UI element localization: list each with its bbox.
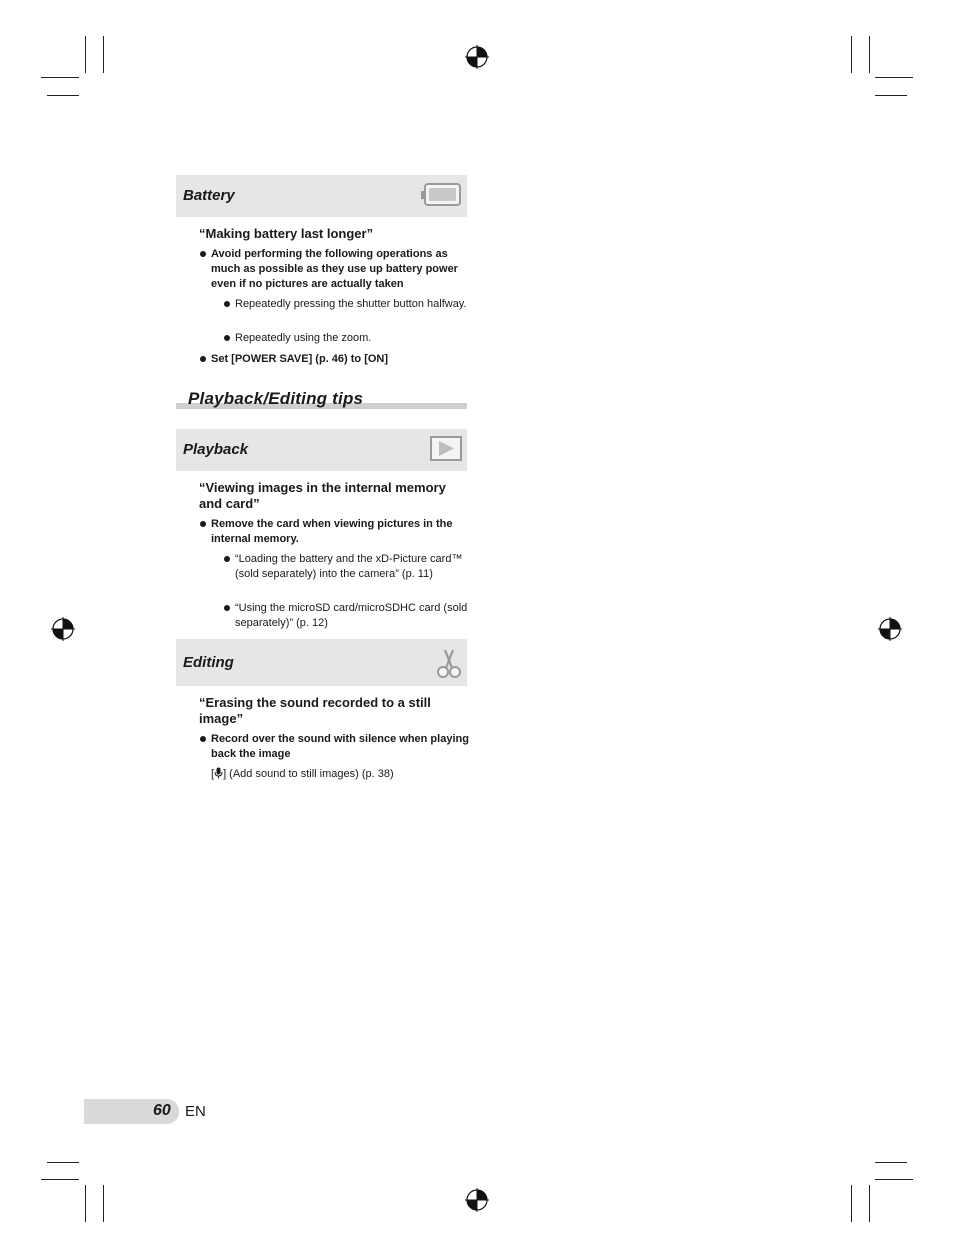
microphone-icon	[214, 767, 223, 779]
list-item	[199, 517, 469, 547]
list-item-text: Record over the sound with silence when playing back the image	[211, 733, 469, 760]
registration-mark-icon	[465, 45, 489, 69]
list-item-text: Repeatedly using the zoom.	[235, 332, 372, 344]
playback-section-header	[176, 429, 467, 471]
menu-reference	[211, 767, 394, 782]
list-item-text: Set [POWER SAVE] (p. 46) to [ON]	[211, 353, 389, 365]
crop-mark	[103, 1185, 104, 1222]
section-title: Playback	[183, 441, 249, 458]
list-item-text: “Using the microSD card/microSDHC card (sold separately)” (p. 12)	[235, 602, 468, 629]
language-code: EN	[185, 1103, 206, 1120]
bullet-icon	[224, 556, 230, 562]
crop-mark	[85, 36, 86, 73]
section-title: Battery	[183, 187, 235, 204]
crop-mark	[103, 36, 104, 73]
crop-mark	[875, 1162, 907, 1163]
crop-mark	[41, 1179, 79, 1180]
bracket-open: [	[211, 768, 215, 780]
list-item	[199, 247, 469, 292]
registration-mark-icon	[878, 617, 902, 641]
registration-mark-icon	[465, 1188, 489, 1212]
tip-title: “Erasing the sound recorded to a still image”	[199, 695, 431, 726]
registration-mark-icon	[51, 617, 75, 641]
menu-reference-text: ] (Add sound to still images) (p. 38)	[223, 768, 394, 780]
crop-mark	[869, 1185, 870, 1222]
bullet-icon	[224, 301, 230, 307]
list-item-text: “Loading the battery and the xD-Picture card™ (sold separately) into the camera” (p. 11)	[235, 553, 463, 580]
section-title: Editing	[183, 654, 234, 671]
tip-title: “Making battery last longer”	[199, 226, 374, 241]
crop-mark	[47, 95, 79, 96]
list-item	[223, 552, 470, 582]
crop-mark	[85, 1185, 86, 1222]
crop-mark	[851, 1185, 852, 1222]
tip-title: “Viewing images in the internal memory and card”	[199, 480, 446, 511]
bullet-icon	[200, 251, 206, 257]
bullet-icon	[200, 521, 206, 527]
bullet-icon	[224, 605, 230, 611]
bullet-icon	[224, 335, 230, 341]
play-icon	[430, 436, 462, 462]
page-number: 60	[153, 1102, 171, 1119]
crop-mark	[875, 95, 907, 96]
list-item	[223, 297, 470, 312]
editing-section-header	[176, 639, 467, 686]
bullet-icon	[200, 736, 206, 742]
crop-mark	[875, 77, 913, 78]
bullet-icon	[200, 356, 206, 362]
scissors-icon	[436, 648, 462, 680]
list-item-text: Remove the card when viewing pictures in the internal memory.	[211, 518, 453, 545]
list-item-text: Avoid performing the following operations as much as possible as they use up battery power even if no pictures are actually taken	[211, 248, 458, 290]
list-item	[199, 352, 469, 367]
crop-mark	[875, 1179, 913, 1180]
crop-mark	[851, 36, 852, 73]
crop-mark	[41, 77, 79, 78]
list-item-text: Repeatedly pressing the shutter button halfway.	[235, 298, 467, 310]
battery-section-header	[176, 175, 467, 217]
list-item	[223, 601, 470, 631]
list-item	[223, 331, 470, 346]
chapter-title: Playback/Editing tips	[188, 389, 364, 408]
crop-mark	[869, 36, 870, 73]
list-item	[199, 732, 469, 762]
crop-mark	[47, 1162, 79, 1163]
battery-icon	[420, 182, 462, 208]
